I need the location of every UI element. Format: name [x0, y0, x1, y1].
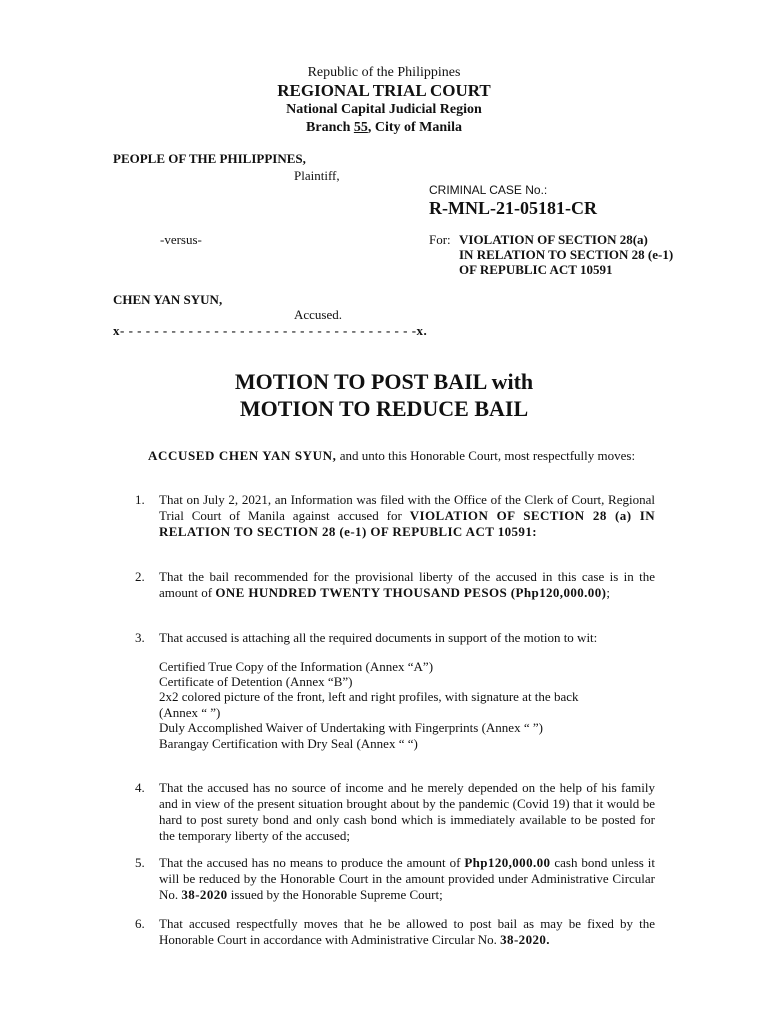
item-text-end: ; [606, 585, 610, 600]
item-bold-text-2: 38-2020 [181, 887, 228, 902]
item-number: 6. [135, 916, 145, 931]
charge-line-2: IN RELATION TO SECTION 28 (e-1) [459, 247, 674, 262]
versus-label: -versus- [160, 232, 202, 247]
list-item [135, 780, 655, 844]
intro-rest: and unto this Honorable Court, most respectfully moves: [336, 448, 636, 463]
header-branch [0, 119, 768, 136]
list-item [135, 492, 655, 540]
charge-line-1: VIOLATION OF SECTION 28(a) [459, 232, 648, 247]
item-text: That the bail recommended for the provisional liberty of the accused in this case is in the amount of [159, 569, 655, 600]
caption-separator: x- - - - - - - - - - - - - - - - - - - - - - - - - - - - - - - - - - -x. [113, 323, 428, 338]
case-label: CRIMINAL CASE No.: [429, 183, 548, 197]
item-text-mid: cash bond unless it will be reduced by the Honorable Court in the amount provided under Administrative Circular No. [159, 855, 655, 902]
item-number: 5. [135, 855, 145, 870]
intro-bold: ACCUSED CHEN YAN SYUN, [148, 448, 337, 463]
item-text: That the accused has no source of income and he merely depended on the help of his family and in view of the present situation brought about by the pandemic (Covid 19) that it would be hard to post surety bond and only cash bond which is immediately available to be posted for the temporary liberty of the accused; [159, 780, 655, 843]
item-number: 4. [135, 780, 145, 795]
list-item [135, 569, 655, 601]
branch-suffix: , City of Manila [367, 120, 462, 135]
item-text: That accused is attaching all the required documents in support of the motion to wit: [159, 630, 598, 645]
motion-title-line-1: MOTION TO POST BAIL with [234, 369, 534, 394]
branch-prefix: Branch [306, 120, 354, 135]
item-number: 3. [135, 630, 145, 645]
annex-line: 2x2 colored picture of the front, left and right profiles, with signature at the back [159, 689, 579, 704]
header-republic: Republic of the Philippines [307, 65, 461, 80]
item-bold-text: 38-2020. [500, 932, 550, 947]
list-item [135, 855, 655, 903]
item-bold-text: ONE HUNDRED TWENTY THOUSAND PESOS (Php120,000.00) [215, 585, 607, 600]
charge-line-3: OF REPUBLIC ACT 10591 [459, 262, 613, 277]
branch-number: 55 [353, 120, 368, 135]
item-number: 1. [135, 492, 145, 507]
plaintiff-name: PEOPLE OF THE PHILIPPINES, [113, 151, 306, 166]
item-text: That accused respectfully moves that he be allowed to post bail as may be fixed by the Honorable Court in accordance with Administrative Circular No. [159, 916, 655, 947]
annex-line: Duly Accomplished Waiver of Undertaking with Fingerprints (Annex “ ”) [159, 720, 543, 735]
item-bold-text: Php120,000.00 [464, 855, 551, 870]
plaintiff-role: Plaintiff, [294, 168, 340, 183]
annex-line: Barangay Certification with Dry Seal (Annex “ “) [159, 736, 418, 751]
accused-name: CHEN YAN SYUN, [113, 292, 223, 307]
annex-line: (Annex “ ”) [159, 705, 221, 720]
case-number: R-MNL-21-05181-CR [429, 198, 597, 218]
list-item [135, 916, 655, 948]
motion-title-line-2: MOTION TO REDUCE BAIL [239, 396, 529, 421]
list-item [135, 630, 655, 646]
annex-line: Certified True Copy of the Information (Annex “A”) [159, 659, 434, 674]
header-region: National Capital Judicial Region [286, 102, 482, 117]
intro-paragraph [113, 448, 655, 464]
item-number: 2. [135, 569, 145, 584]
item-text-end: issued by the Honorable Supreme Court; [227, 887, 443, 902]
item-text: That the accused has no means to produce the amount of [159, 855, 465, 870]
item-text: That on July 2, 2021, an Information was filed with the Office of the Clerk of Court, Regional Trial Court of Manila against accused for [159, 492, 655, 523]
accused-role: Accused. [294, 307, 343, 322]
item-bold-text: VIOLATION OF SECTION 28 (a) IN RELATION TO SECTION 28 (e-1) OF REPUBLIC ACT 10591: [159, 508, 656, 539]
for-label: For: [429, 232, 451, 247]
annex-line: Certificate of Detention (Annex “B”) [159, 674, 353, 689]
header-court: REGIONAL TRIAL COURT [277, 81, 491, 100]
